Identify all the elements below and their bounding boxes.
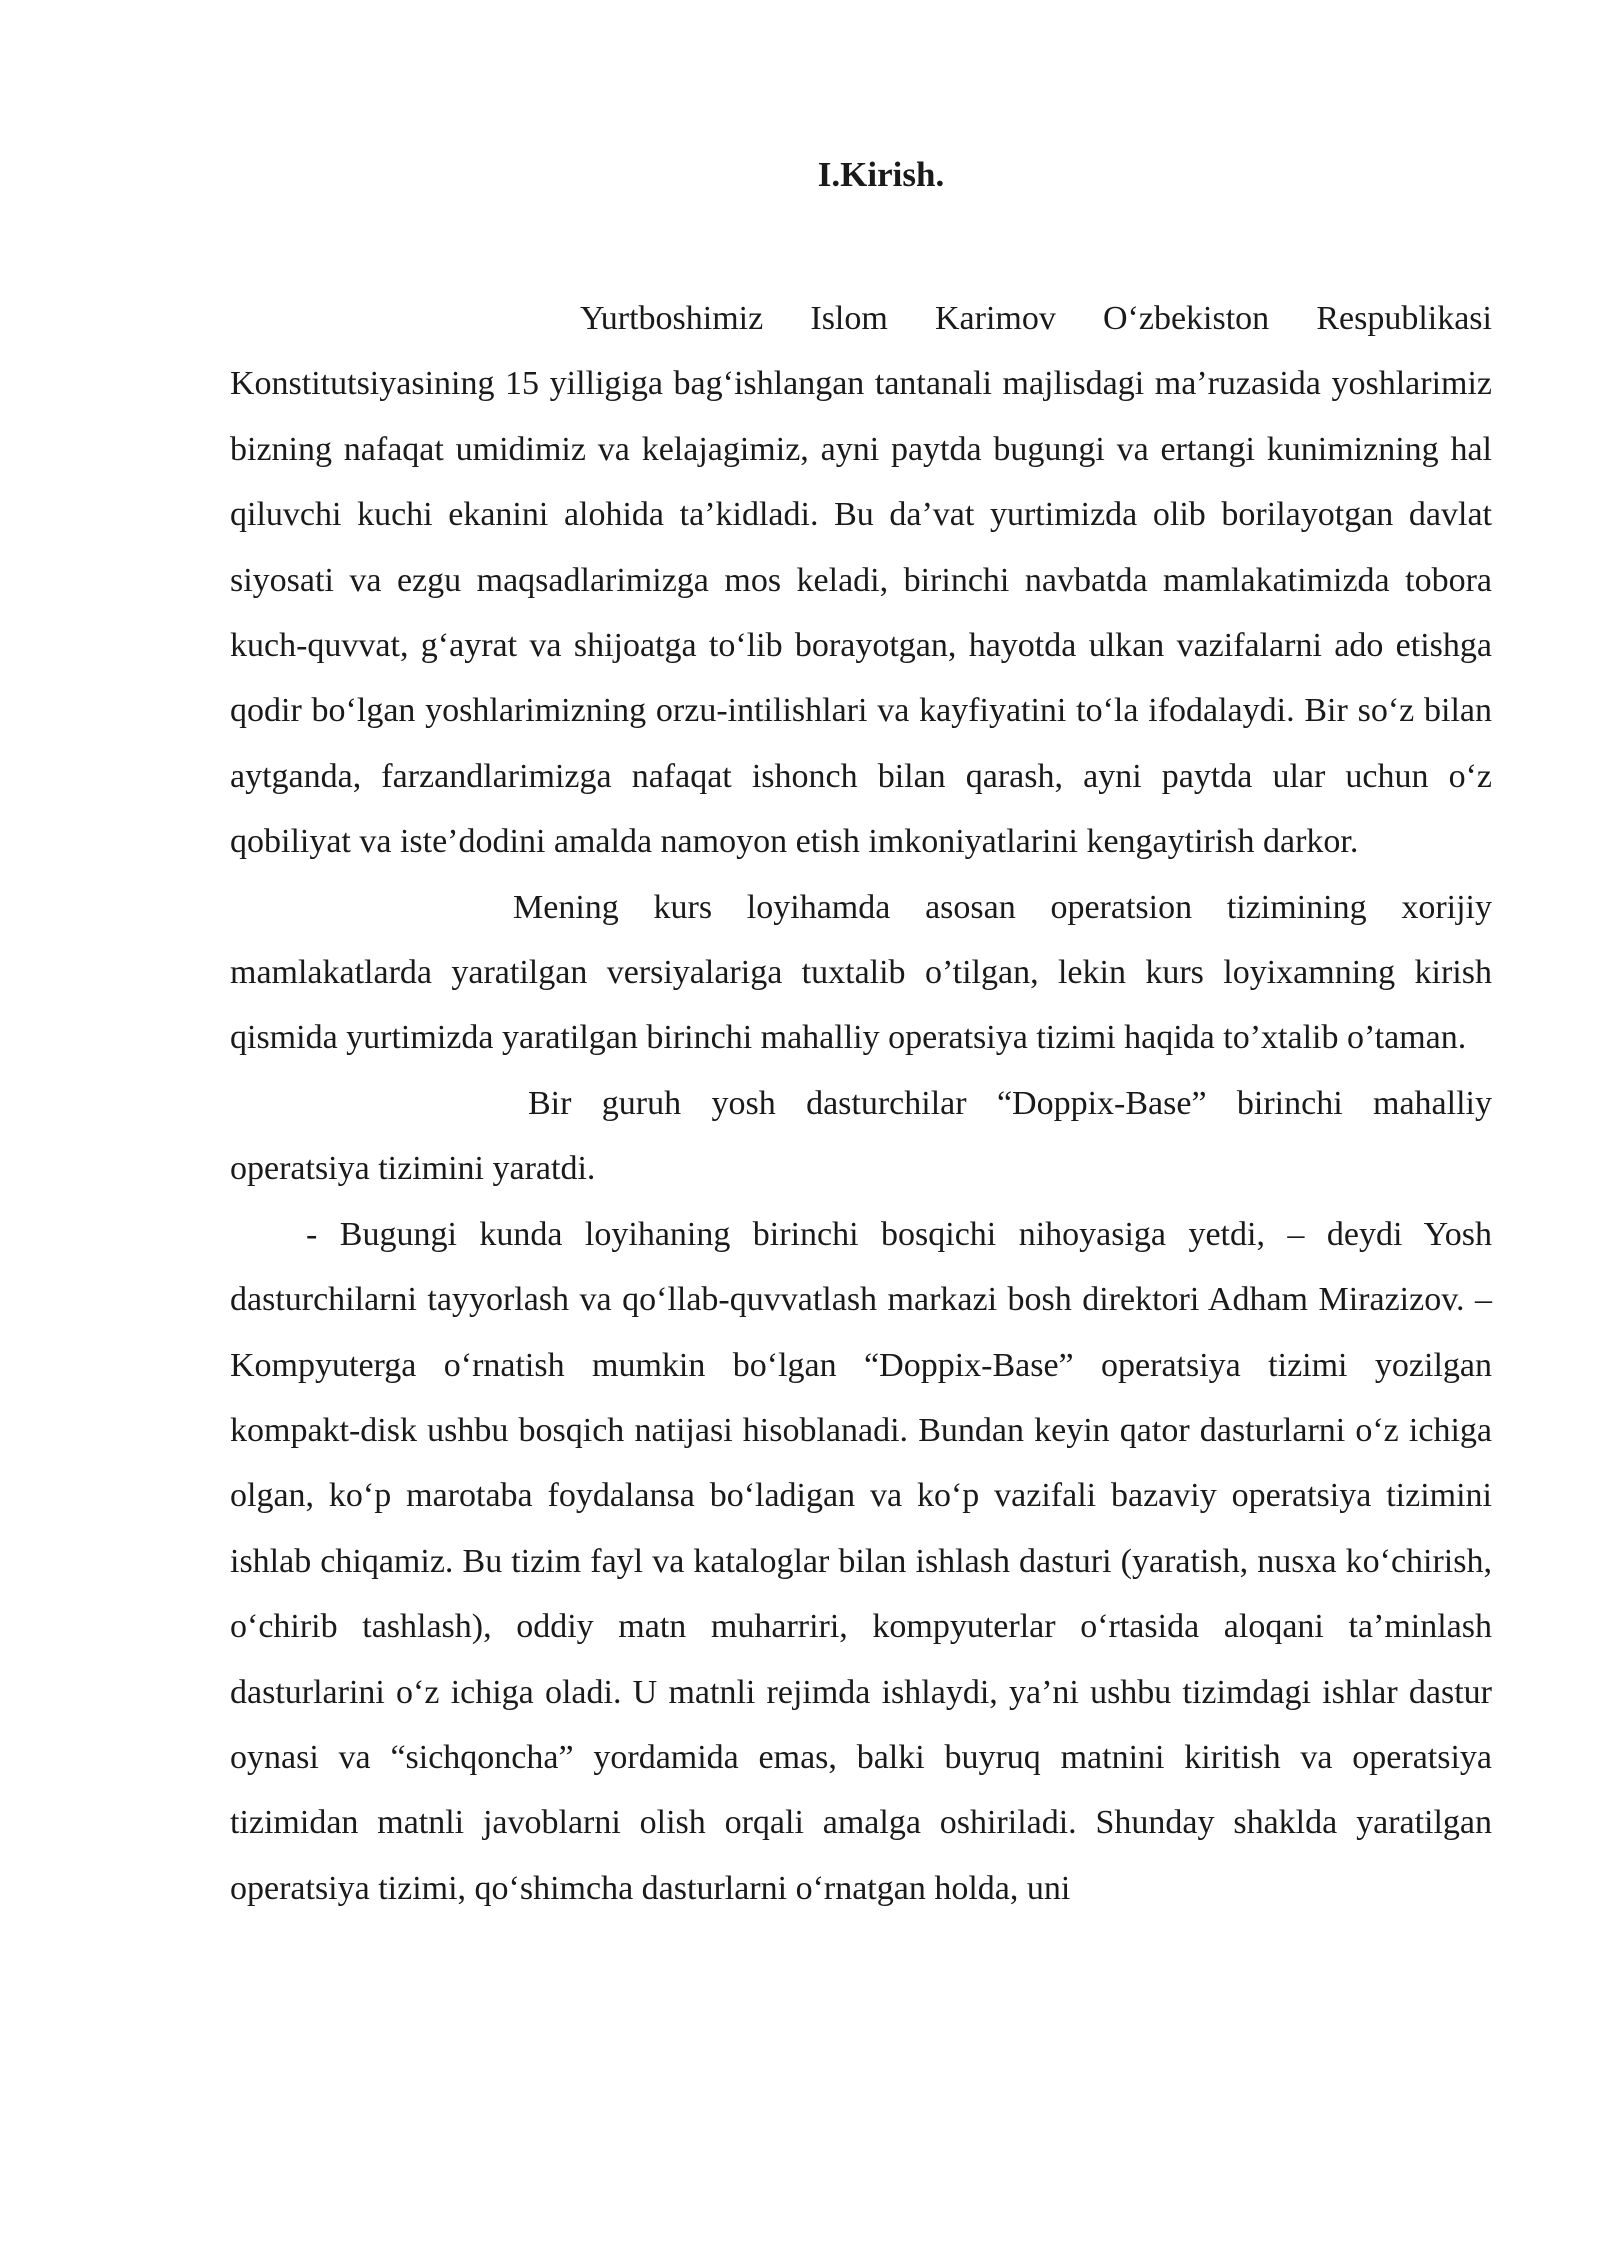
paragraph-quote: - Bugungi kunda loyihaning birinchi bosqichi nihoyasiga yetdi, – deydi Yosh dasturchilarni tayyorlash va qo‘llab-quvvatlash markazi bosh direktori Adham Mirazizov. – Kompyuterga o‘rnatish mumkin bo‘lgan “Doppix-Base” operatsiya tizimi yozilgan kompakt-disk ushbu bosqich natijasi hisoblanadi. Bundan keyin qator dasturlarni o‘z ichiga olgan, ko‘p marotaba foydalansa bo‘ladigan va ko‘p vazifali bazaviy operatsiya tizimini ishlab chiqamiz. Bu tizim fayl va kataloglar bilan ishlash dasturi (yaratish, nusxa ko‘chirish, o‘chirib tashlash), oddiy matn muharriri, kompyuterlar o‘rtasida aloqani ta’minlash dasturlarini o‘z ichiga oladi. U matnli rejimda ishlaydi, ya’ni ushbu tizimdagi ishlar dastur oynasi va “sichqoncha” yordamida emas, balki buyruq matnini kiritish va operatsiya tizimidan matnli javoblarni olish orqali amalga oshiriladi. Shunday shaklda yaratilgan operatsiya tizimi, qo‘shimcha dasturlarni o‘rnatgan holda, uni xyxy=(230,1215,1492,1907)
paragraph-intro: Yurtboshimiz Islom Karimov O‘zbekiston Respublikasi Konstitutsiyasining 15 yilligiga bag‘ishlangan tantanali majlisdagi ma’ruzasida yoshlarimiz bizning nafaqat umidimiz va kelajagimiz, ayni paytda bugungi va ertangi kunimizning hal qiluvchi kuchi ekanini alohida ta’kidladi. Bu da’vat yurtimizda olib borilayotgan davlat siyosati va ezgu maqsadlarimizga mos keladi, birinchi navbatda mamlakatimizda tobora kuch-quvvat, g‘ayrat va shijoatga to‘lib borayotgan, hayotda ulkan vazifalarni ado etishga qodir bo‘lgan yoshlarimizning orzu-intilishlari va kayfiyatini to‘la ifodalaydi. Bir so‘z bilan aytganda, farzandlarimizga nafaqat ishonch bilan qarash, ayni paytda ular uchun o‘z qobiliyat va iste’dodini amalda namoyon etish imkoniyatlarini kengaytirish darkor. xyxy=(230,300,1492,861)
section-title: I.Kirish. xyxy=(817,155,945,194)
document-page xyxy=(230,150,1492,1921)
paragraph-course-project: Mening kurs loyihamda asosan operatsion tizimining xorijiy mamlakatlarda yaratilgan versiyalariga tuxtalib o’tilgan, lekin kurs loyixamning kirish qismida yurtimizda yaratilgan birinchi mahalliy operatsiya tizimi haqida to’xtalib o’taman. xyxy=(230,888,1492,1057)
paragraph-doppix-base: Bir guruh yosh dasturchilar “Doppix-Base” birinchi mahalliy operatsiya tizimini yaratdi. xyxy=(230,1084,1492,1188)
